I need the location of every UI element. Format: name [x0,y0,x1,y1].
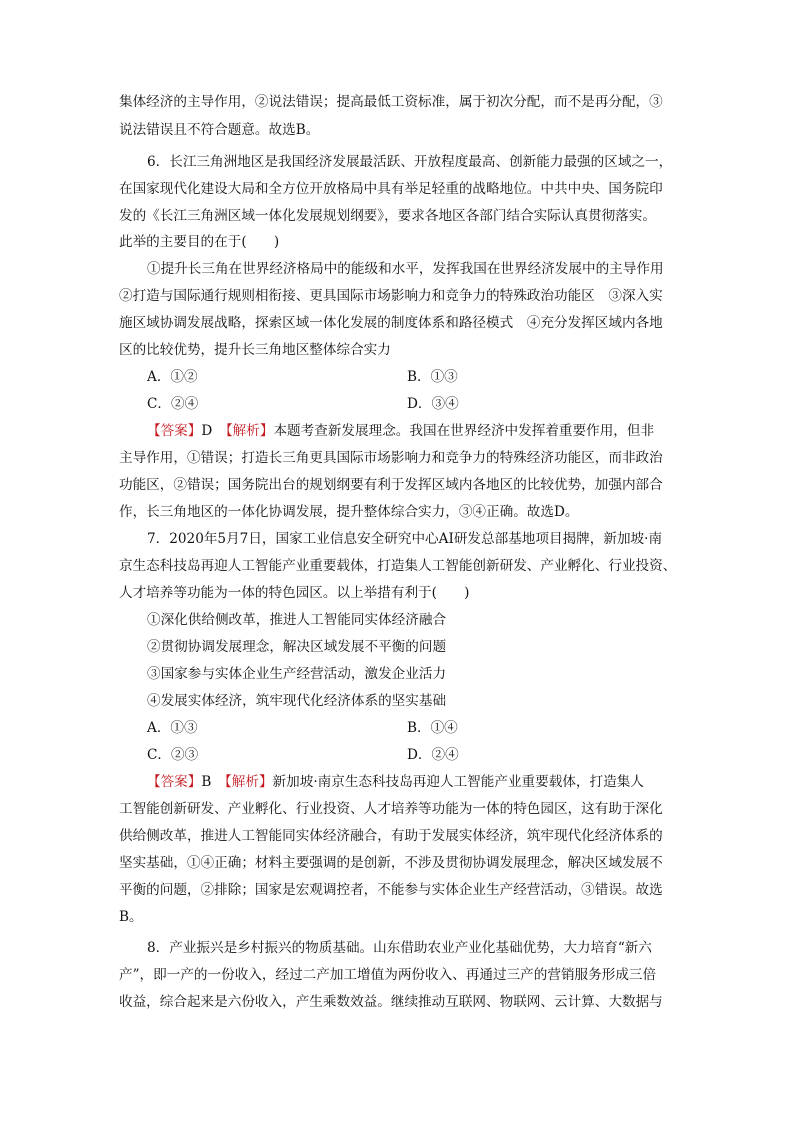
question-8-stem: 产”，即一产的一份收入，经过二产加工增值为两份收入、再通过三产的营销服务形成三倍 [119,967,657,983]
question-6-option-b: B．①③ [407,369,458,385]
question-6-analysis: 功能区，②错误；国务院出台的规划纲要有利于发挥区域内各地区的比较优势，加强内部合 [119,477,663,493]
question-7-analysis: B。 [119,909,143,925]
question-6-option-d: D．③④ [407,396,459,412]
question-6-option-a: A．①② [147,369,198,385]
question-6-answer [147,422,793,440]
question-7-analysis: 坚实基础，①④正确；材料主要强调的是创新，不涉及贯彻协调发展理念，解决区域发展不 [119,855,663,871]
question-7-option-b: B．①④ [407,720,458,736]
text-line: 说法错误且不符合题意。故选B。 [119,122,320,138]
question-6-stem: 在国家现代化建设大局和全方位开放格局中具有举足轻重的战略地位。中共中央、国务院印 [119,181,663,197]
question-8-stem: 收益，综合起来是六份收入，产生乘数效益。继续推动互联网、物联网、云计算、大数据与 [119,994,663,1010]
text-line: 集体经济的主导作用，②说法错误；提高最低工资标准，属于初次分配，而不是再分配，③ [119,94,663,110]
question-7-analysis: 工智能创新研发、产业孵化、行业投资、人才培养等功能为一体的特色园区，这有助于深化 [119,801,663,817]
answer-tag: 【答案】 [147,423,202,439]
question-6-stem: 6．长江三角洲地区是我国经济发展最活跃、开放程度最高、创新能力最强的区域之一， [147,154,673,170]
question-6-statement: ②打造与国际通行规则相衔接、更具国际市场影响力和竞争力的特殊政治功能区 ③深入实 [119,288,663,304]
analysis-text: 新加坡·南京生态科技岛再迎人工智能产业重要载体，打造集人 [272,774,644,790]
question-7-option-a: A．①③ [147,720,198,736]
question-7-statement: ③国家参与实体企业生产经营活动，激发企业活力 [147,666,447,682]
answer-value: D [201,423,213,439]
question-7-stem: 人才培养等功能为一体的特色园区。以上举措有利于( ) [119,585,470,601]
question-8-stem: 8．产业振兴是乡村振兴的物质基础。山东借助农业产业化基础优势，大力培育“新六 [147,940,652,956]
question-7-stem: 京生态科技岛再迎人工智能产业重要载体，打造集人工智能创新研发、产业孵化、行业投资、 [119,558,677,574]
question-7-statement: ①深化供给侧改革，推进人工智能同实体经济融合 [147,612,447,628]
question-6-stem: 此举的主要目的在于( ) [119,234,280,250]
question-7-analysis: 供给侧改革，推进人工智能同实体经济融合，有助于发展实体经济，筑牢现代化经济体系的 [119,828,663,844]
question-6-stem: 发的《长江三角洲区域一体化发展规划纲要》，要求各地区各部门结合实际认真贯彻落实。 [119,208,656,224]
analysis-tag: 【解析】 [225,423,274,439]
question-6-statement: ①提升长三角在世界经济格局中的能级和水平，发挥我国在世界经济发展中的主导作用 [147,261,664,277]
question-6-analysis: 作，长三角地区的一体化协调发展，提升整体综合实力，③④正确。故选D。 [119,504,579,520]
question-7-statement: ②贯彻协调发展理念，解决区域发展不平衡的问题 [147,639,447,655]
question-6-statement: 施区域协调发展战略，探索区域一体化发展的制度体系和路径模式 ④充分发挥区域内各地 [119,315,663,331]
question-7-statement: ④发展实体经济，筑牢现代化经济体系的坚实基础 [147,693,447,709]
answer-tag: 【答案】 [147,774,202,790]
question-7-stem: 7．2020年5月7日，国家工业信息安全研究中心AI研发总部基地项目揭牌，新加坡·南 [147,531,663,547]
question-7-analysis: 平衡的问题，②排除；国家是宏观调控者，不能参与实体企业生产经营活动，③错误。故选 [119,882,663,898]
question-6-analysis: 主导作用，①错误；打造长三角更具国际市场影响力和竞争力的特殊经济功能区，而非政治 [119,450,663,466]
question-7-option-d: D．②④ [407,747,459,763]
question-7-answer [147,773,793,791]
analysis-text: 本题考查新发展理念。我国在世界经济中发挥着重要作用，但非 [273,423,655,439]
analysis-tag: 【解析】 [224,774,273,790]
answer-value: B [201,774,212,790]
question-6-statement: 区的比较优势，提升长三角地区整体综合实力 [119,342,391,358]
question-6-option-c: C．②④ [147,396,199,412]
question-7-option-c: C．②③ [147,747,199,763]
